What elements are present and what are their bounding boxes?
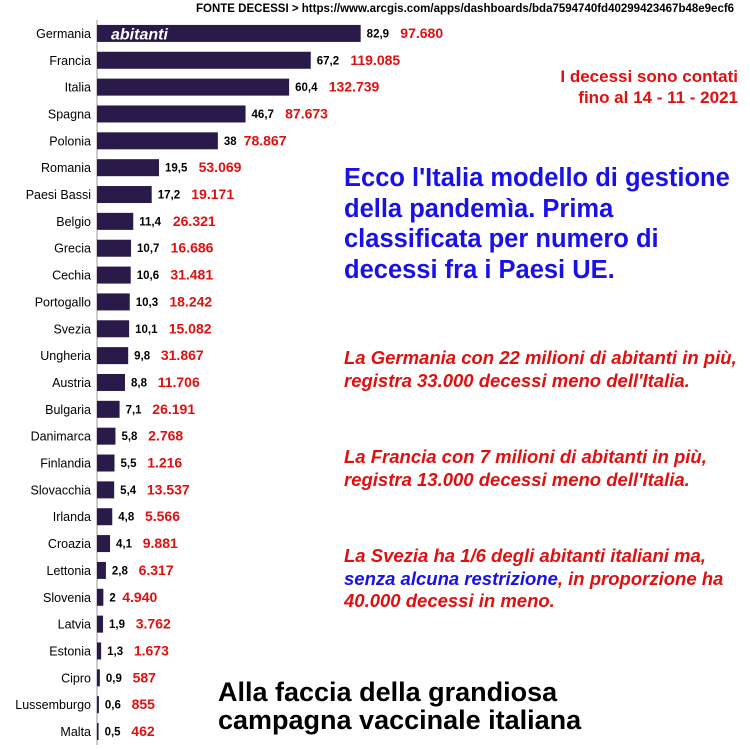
- footer-line-1: Alla faccia della grandiosa: [218, 677, 558, 707]
- bar-belgio: [97, 213, 133, 230]
- series-label: abitanti: [111, 26, 168, 44]
- value-label-cipro: 0,9: [105, 672, 122, 685]
- value-label-ungheria: 9,8: [134, 350, 151, 363]
- deaths-label-lettonia: 6.317: [138, 561, 174, 578]
- category-label-finlandia: Finlandia: [40, 456, 91, 471]
- deaths-label-lussemburgo: 855: [131, 696, 155, 713]
- category-label-malta: Malta: [60, 725, 91, 740]
- value-label-portogallo: 10,3: [135, 296, 159, 309]
- value-label-svezia: 10,1: [135, 323, 158, 336]
- value-label-romania: 19,5: [165, 162, 188, 175]
- bar-slovenia: [97, 589, 103, 606]
- deaths-label-cechia: 31.481: [170, 266, 214, 283]
- paragraph-sweden-part-2: , in proporzione ha 40.000 decessi in meno.: [344, 567, 724, 612]
- category-label-italia: Italia: [64, 80, 91, 95]
- category-label-croazia: Croazia: [47, 537, 91, 552]
- value-label-cechia: 10,6: [136, 270, 160, 283]
- value-label-finlandia: 5,5: [120, 458, 137, 471]
- value-label-paesi-bassi: 17,2: [157, 189, 181, 202]
- headline: Ecco l'Italia modello di gestione della pandemìa. Prima classificata per numero di decessi fra i Paesi UE.: [344, 164, 730, 284]
- category-label-slovenia: Slovenia: [43, 590, 91, 605]
- category-label-irlanda: Irlanda: [52, 510, 91, 525]
- value-label-austria: 8,8: [130, 377, 147, 390]
- date-note-line-1: I decessi sono contati: [560, 67, 738, 86]
- category-label-portogallo: Portogallo: [34, 295, 91, 310]
- category-label-danimarca: Danimarca: [30, 429, 91, 444]
- bar-grecia: [97, 240, 131, 257]
- value-label-irlanda: 4,8: [118, 511, 135, 524]
- bar-lettonia: [97, 562, 106, 579]
- deaths-label-francia: 119.085: [350, 51, 401, 68]
- bar-estonia: [97, 642, 101, 659]
- paragraph-france: La Francia con 7 milioni di abitanti in più, registra 13.000 decessi meno dell'Italia.: [344, 446, 707, 490]
- deaths-label-paesi-bassi: 19.171: [191, 186, 235, 203]
- category-label-cechia: Cechia: [52, 268, 91, 283]
- bar-austria: [97, 374, 125, 391]
- bar-ungheria: [97, 347, 128, 364]
- category-label-latvia: Latvia: [57, 617, 91, 632]
- bar-spagna: [97, 105, 246, 122]
- value-label-belgio: 11,4: [139, 216, 162, 229]
- bar-polonia: [97, 132, 218, 149]
- date-note: [560, 66, 738, 109]
- value-label-estonia: 1,3: [107, 645, 124, 658]
- deaths-label-cipro: 587: [132, 669, 156, 686]
- bar-croazia: [97, 535, 110, 552]
- paragraph-sweden: [344, 545, 739, 613]
- deaths-label-slovenia: 4.940: [122, 588, 158, 605]
- bar-portogallo: [97, 293, 130, 310]
- category-label-paesi-bassi: Paesi Bassi: [25, 188, 91, 203]
- bar-finlandia: [97, 455, 114, 472]
- value-label-bulgaria: 7,1: [125, 404, 142, 417]
- value-label-germania: 82,9: [366, 28, 390, 41]
- bar-latvia: [97, 616, 103, 633]
- bar-danimarca: [97, 428, 115, 445]
- deaths-label-svezia: 15.082: [168, 320, 212, 337]
- value-label-slovacchia: 5,4: [120, 484, 137, 497]
- footer-line-2: campagna vaccinale italiana: [218, 705, 582, 736]
- footer-slogan: [218, 678, 581, 735]
- category-label-romania: Romania: [40, 161, 91, 176]
- deaths-label-ungheria: 31.867: [160, 347, 204, 364]
- value-label-slovenia: 2: [109, 592, 116, 605]
- bar-italia: [97, 79, 289, 96]
- value-label-polonia: 38: [223, 135, 237, 148]
- category-label-ungheria: Ungheria: [40, 349, 91, 364]
- category-label-slovacchia: Slovacchia: [30, 483, 91, 498]
- category-label-estonia: Estonia: [49, 644, 91, 659]
- value-label-italia: 60,4: [295, 82, 318, 95]
- category-label-grecia: Grecia: [54, 241, 91, 256]
- deaths-label-grecia: 16.686: [170, 239, 214, 256]
- bar-slovacchia: [97, 481, 114, 498]
- paragraph-germany: La Germania con 22 milioni di abitanti in più, registra 33.000 decessi meno dell'Italia.: [344, 347, 737, 391]
- deaths-label-austria: 11.706: [157, 373, 200, 390]
- deaths-label-polonia: 78.867: [243, 132, 287, 149]
- bar-romania: [97, 159, 159, 176]
- deaths-label-estonia: 1.673: [133, 642, 169, 659]
- category-label-bulgaria: Bulgaria: [45, 402, 91, 417]
- deaths-label-irlanda: 5.566: [144, 508, 181, 525]
- deaths-label-romania: 53.069: [198, 159, 242, 176]
- paragraph-sweden-highlight: senza alcuna restrizione: [344, 567, 558, 589]
- deaths-label-bulgaria: 26.191: [152, 400, 196, 417]
- bar-svezia: [97, 320, 129, 337]
- deaths-label-danimarca: 2.768: [148, 427, 184, 444]
- value-label-malta: 0,5: [104, 726, 121, 739]
- category-label-lussemburgo: Lussemburgo: [15, 698, 91, 713]
- deaths-label-germania: 97.680: [400, 24, 444, 41]
- source-text: FONTE DECESSI > https://www.arcgis.com/apps/dashboards/bda7594740fd40299423467b48e9ecf6: [196, 3, 735, 15]
- bar-cipro: [97, 669, 100, 686]
- value-label-danimarca: 5,8: [121, 431, 138, 444]
- category-label-belgio: Belgio: [56, 214, 91, 229]
- category-label-cipro: Cipro: [61, 671, 91, 686]
- deaths-label-malta: 462: [131, 723, 155, 740]
- deaths-label-belgio: 26.321: [172, 212, 216, 229]
- value-label-francia: 67,2: [316, 55, 340, 68]
- bar-irlanda: [97, 508, 112, 525]
- category-label-svezia: Svezia: [53, 322, 91, 337]
- category-label-polonia: Polonia: [49, 134, 91, 149]
- value-label-lettonia: 2,8: [111, 565, 128, 578]
- bar-bulgaria: [97, 401, 120, 418]
- deaths-label-slovacchia: 13.537: [146, 481, 190, 498]
- category-label-austria: Austria: [52, 375, 91, 390]
- value-label-latvia: 1,9: [109, 619, 126, 632]
- category-label-spagna: Spagna: [47, 107, 91, 122]
- deaths-label-italia: 132.739: [328, 78, 380, 95]
- deaths-label-spagna: 87.673: [285, 105, 328, 122]
- value-label-spagna: 46,7: [251, 108, 274, 121]
- paragraph-sweden-part-1: La Svezia ha 1/6 degli abitanti italiani ma,: [344, 545, 706, 566]
- date-note-line-2: fino al 14 - 11 - 2021: [578, 88, 738, 108]
- bar-malta: [97, 723, 99, 740]
- value-label-croazia: 4,1: [116, 538, 133, 551]
- deaths-label-latvia: 3.762: [135, 615, 171, 632]
- bar-francia: [97, 52, 311, 69]
- deaths-label-portogallo: 18.242: [169, 293, 213, 310]
- deaths-label-finlandia: 1.216: [147, 454, 183, 471]
- deaths-label-croazia: 9.881: [142, 535, 178, 552]
- category-label-francia: Francia: [49, 53, 91, 68]
- category-label-lettonia: Lettonia: [46, 563, 91, 578]
- bar-paesi-bassi: [97, 186, 152, 203]
- bar-cechia: [97, 267, 131, 284]
- value-label-grecia: 10,7: [137, 243, 160, 256]
- value-label-lussemburgo: 0,6: [104, 699, 121, 712]
- bar-lussemburgo: [97, 696, 99, 713]
- category-label-germania: Germania: [36, 26, 91, 41]
